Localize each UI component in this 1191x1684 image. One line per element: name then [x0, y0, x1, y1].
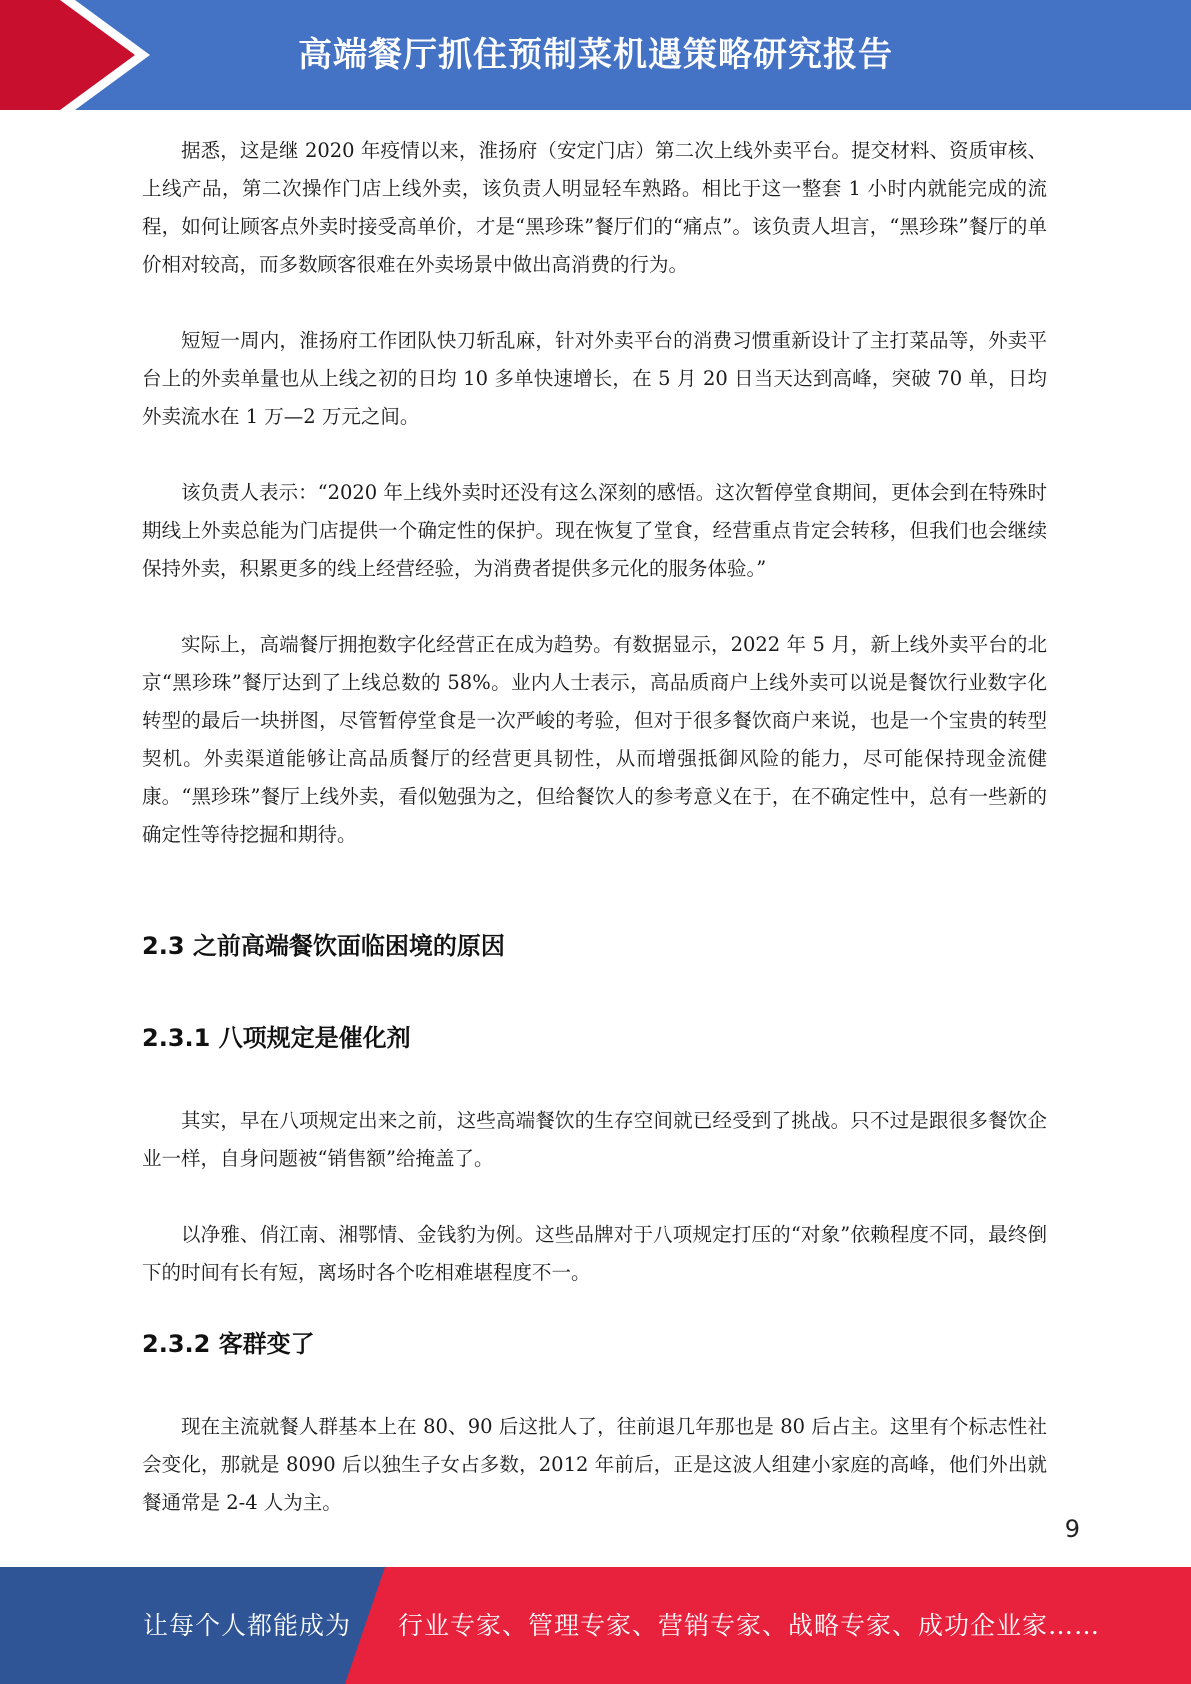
footer-slogan-right: 行业专家、管理专家、营销专家、战略专家、成功企业家…… — [398, 1611, 1101, 1640]
footer-slogan-left: 让每个人都能成为 — [143, 1611, 352, 1640]
section-heading-2-3: 2.3 之前高端餐饮面临困境的原因 — [142, 932, 505, 960]
paragraph-3: 该负责人表示：“2020 年上线外卖时还没有这么深刻的感悟。这次暂停堂食期间，更体会到在特殊时期线上外卖总能为门店提供一个确定性的保护。现在恢复了堂食，经营重点肯定会转移，但我们也会继续保持外卖，积累更多的线上经营经验，为消费者提供多元化的服务体验。” — [142, 481, 1047, 580]
paragraph-5: 其实，早在八项规定出来之前，这些高端餐饮的生存空间就已经受到了挑战。只不过是跟很多餐饮企业一样，自身问题被“销售额”给掩盖了。 — [142, 1109, 1047, 1170]
paragraph-7: 现在主流就餐人群基本上在 80、90 后这批人了，往前退几年那也是 80 后占主。这里有个标志性社会变化，那就是 8090 后以独生子女占多数，2012 年前后，正是这波人组建小家庭的高峰，他们外出就餐通常是 2-4 人为主。 — [142, 1415, 1047, 1514]
paragraph-6: 以净雅、俏江南、湘鄂情、金钱豹为例。这些品牌对于八项规定打压的“对象”依赖程度不同，最终倒下的时间有长有短，离场时各个吃相难堪程度不一。 — [142, 1223, 1047, 1284]
header-chevron-icon — [0, 0, 200, 110]
page-footer — [0, 1567, 1191, 1684]
section-heading-2-3-2: 2.3.2 客群变了 — [142, 1330, 315, 1358]
page-header — [0, 0, 1191, 110]
paragraph-1: 据悉，这是继 2020 年疫情以来，淮扬府（安定门店）第二次上线外卖平台。提交材料、资质审核、上线产品，第二次操作门店上线外卖，该负责人明显轻车熟路。相比于这一整套 1 小时内就能完成的流程，如何让顾客点外卖时接受高单价，才是“黑珍珠”餐厅们的“痛点”。该负责人坦言，“黑珍珠”餐厅的单价相对较高，而多数顾客很难在外卖场景中做出高消费的行为。 — [142, 139, 1047, 276]
paragraph-4: 实际上，高端餐厅拥抱数字化经营正在成为趋势。有数据显示，2022 年 5 月，新上线外卖平台的北京“黑珍珠”餐厅达到了上线总数的 58%。业内人士表示，高品质商户上线外卖可以说是餐饮行业数字化转型的最后一块拼图，尽管暂停堂食是一次严峻的考验，但对于很多餐饮商户来说，也是一个宝贵的转型契机。外卖渠道能够让高品质餐厅的经营更具韧性，从而增强抵御风险的能力，尽可能保持现金流健康。“黑珍珠”餐厅上线外卖，看似勉强为之，但给餐饮人的参考意义在于，在不确定性中，总有一些新的确定性等待挖掘和期待。 — [142, 633, 1047, 846]
section-heading-2-3-1: 2.3.1 八项规定是催化剂 — [142, 1024, 411, 1052]
document-body — [142, 132, 1047, 1522]
page-number: 9 — [1064, 1515, 1080, 1543]
paragraph-2: 短短一周内，淮扬府工作团队快刀斩乱麻，针对外卖平台的消费习惯重新设计了主打菜品等，外卖平台上的外卖单量也从上线之初的日均 10 多单快速增长，在 5 月 20 日当天达到高峰，突破 70 单，日均外卖流水在 1 万—2 万元之间。 — [142, 329, 1047, 428]
document-title: 高端餐厅抓住预制菜机遇策略研究报告 — [298, 35, 893, 75]
